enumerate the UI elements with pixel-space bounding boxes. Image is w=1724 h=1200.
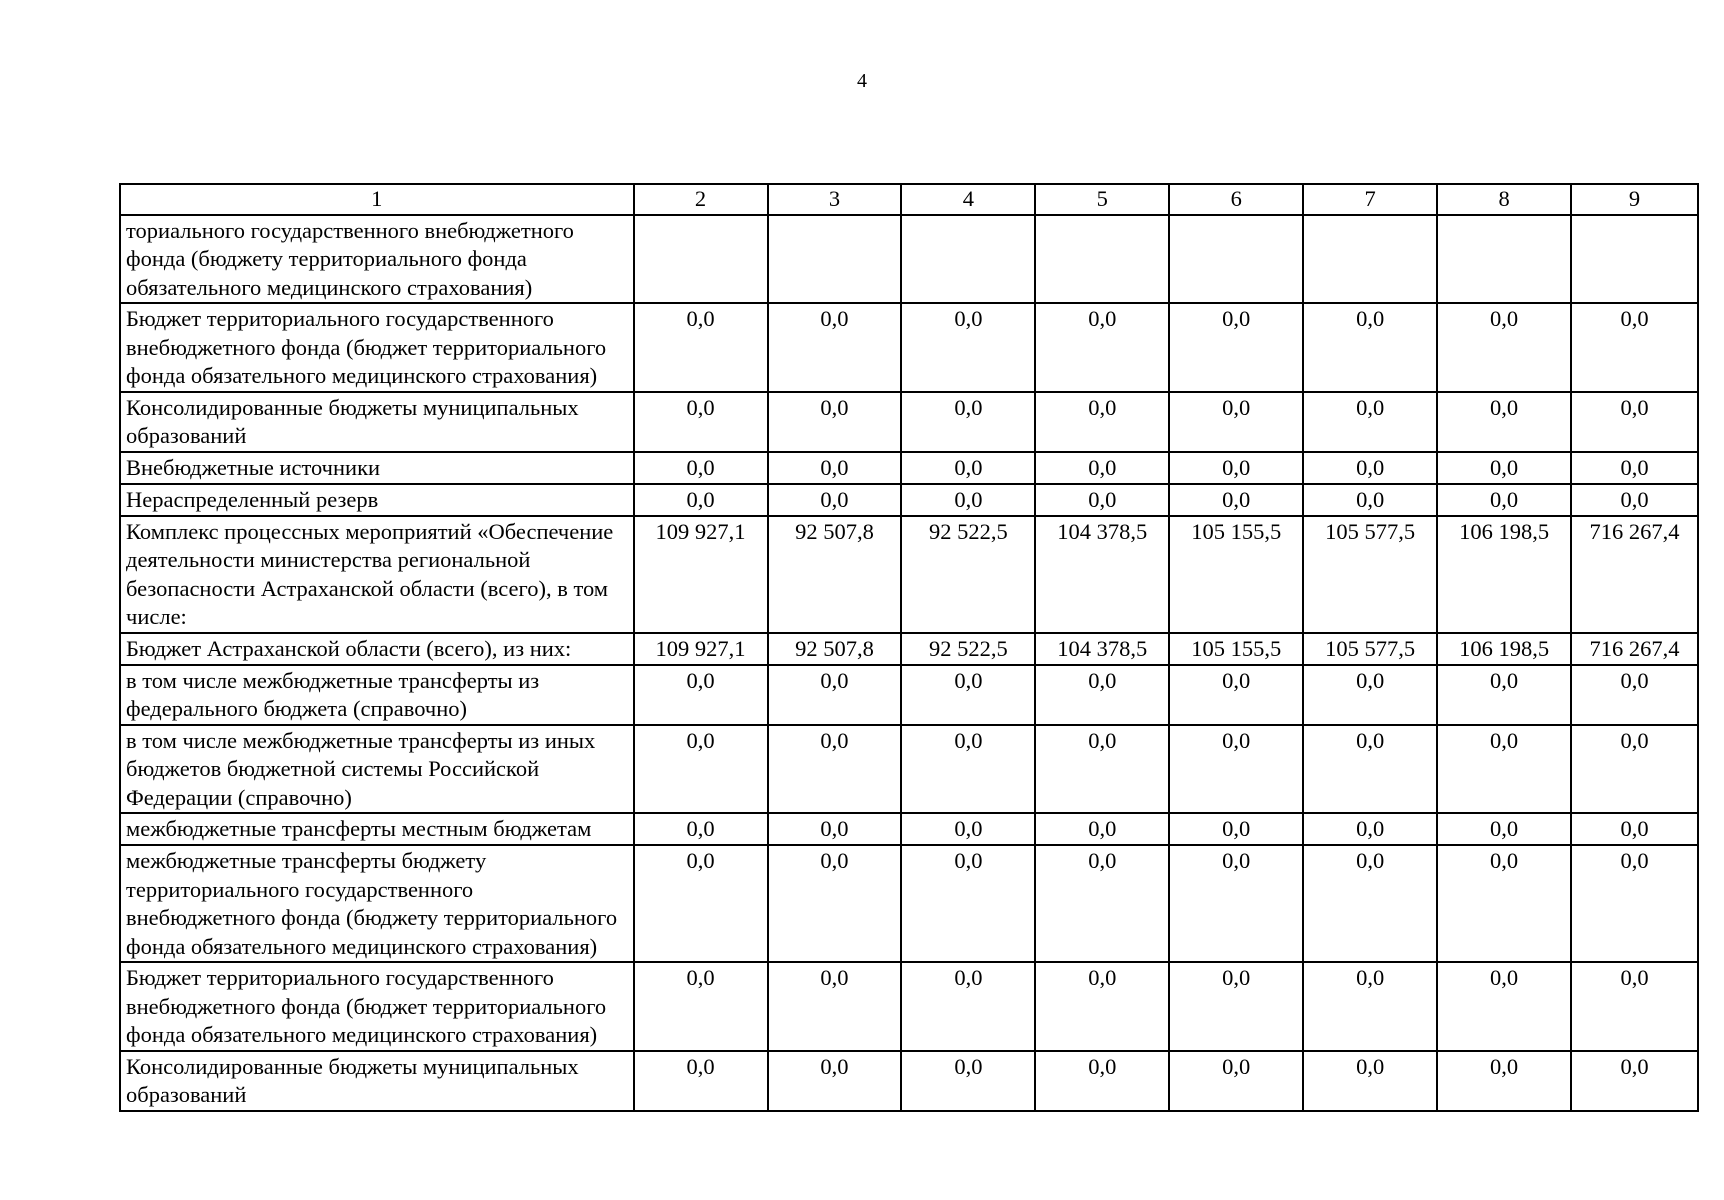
value-cell: 0,0 xyxy=(1303,452,1437,484)
value-cell: 0,0 xyxy=(1303,665,1437,725)
value-cell: 105 577,5 xyxy=(1303,633,1437,665)
value-cell: 0,0 xyxy=(901,452,1035,484)
column-header: 5 xyxy=(1035,184,1169,215)
value-cell: 0,0 xyxy=(1571,665,1698,725)
value-cell: 0,0 xyxy=(1437,1051,1571,1111)
row-label: межбюджетные трансферты местным бюджетам xyxy=(120,813,634,845)
value-cell xyxy=(1571,215,1698,304)
value-cell: 0,0 xyxy=(901,484,1035,516)
value-cell: 0,0 xyxy=(1303,813,1437,845)
value-cell: 0,0 xyxy=(1035,725,1169,814)
value-cell: 0,0 xyxy=(768,665,902,725)
value-cell: 0,0 xyxy=(1437,303,1571,392)
value-cell xyxy=(768,215,902,304)
row-label: в том числе межбюджетные трансферты из иных бюджетов бюджетной системы Российской Федерации (справочно) xyxy=(120,725,634,814)
value-cell: 0,0 xyxy=(1571,1051,1698,1111)
value-cell: 0,0 xyxy=(634,845,768,962)
value-cell: 0,0 xyxy=(1035,845,1169,962)
table-row xyxy=(120,665,1698,725)
value-cell: 0,0 xyxy=(901,845,1035,962)
value-cell: 0,0 xyxy=(1437,665,1571,725)
value-cell: 0,0 xyxy=(1303,845,1437,962)
value-cell: 0,0 xyxy=(1571,303,1698,392)
value-cell: 0,0 xyxy=(768,303,902,392)
column-header: 8 xyxy=(1437,184,1571,215)
value-cell: 0,0 xyxy=(1437,725,1571,814)
table-row xyxy=(120,725,1698,814)
value-cell xyxy=(901,215,1035,304)
value-cell: 716 267,4 xyxy=(1571,633,1698,665)
value-cell: 0,0 xyxy=(1169,813,1303,845)
table-row xyxy=(120,392,1698,452)
value-cell: 0,0 xyxy=(1571,484,1698,516)
value-cell: 0,0 xyxy=(1571,452,1698,484)
value-cell: 0,0 xyxy=(1169,665,1303,725)
column-header: 1 xyxy=(120,184,634,215)
column-header: 9 xyxy=(1571,184,1698,215)
value-cell: 0,0 xyxy=(1303,725,1437,814)
value-cell xyxy=(1303,215,1437,304)
value-cell: 0,0 xyxy=(1437,845,1571,962)
value-cell: 0,0 xyxy=(1437,962,1571,1051)
row-label: Комплекс процессных мероприятий «Обеспечение деятельности министерства региональной безопасности Астраханской области (всего), в том числе: xyxy=(120,516,634,633)
page-number: 4 xyxy=(857,70,867,92)
value-cell: 0,0 xyxy=(901,962,1035,1051)
value-cell: 0,0 xyxy=(1169,392,1303,452)
column-header: 7 xyxy=(1303,184,1437,215)
value-cell xyxy=(1035,215,1169,304)
value-cell: 109 927,1 xyxy=(634,516,768,633)
value-cell: 0,0 xyxy=(1035,484,1169,516)
value-cell: 0,0 xyxy=(768,452,902,484)
value-cell: 0,0 xyxy=(1571,845,1698,962)
row-label: Консолидированные бюджеты муниципальных образований xyxy=(120,1051,634,1111)
row-label: Внебюджетные источники xyxy=(120,452,634,484)
table-row xyxy=(120,813,1698,845)
value-cell: 0,0 xyxy=(1303,962,1437,1051)
value-cell: 105 577,5 xyxy=(1303,516,1437,633)
value-cell: 0,0 xyxy=(1437,452,1571,484)
column-header: 3 xyxy=(768,184,902,215)
value-cell: 0,0 xyxy=(634,303,768,392)
value-cell: 0,0 xyxy=(768,484,902,516)
table-row xyxy=(120,845,1698,962)
budget-table xyxy=(119,183,1699,1112)
value-cell: 105 155,5 xyxy=(1169,633,1303,665)
value-cell: 104 378,5 xyxy=(1035,516,1169,633)
row-label: Бюджет территориального государственного внебюджетного фонда (бюджет территориального фонда обязательного медицинского страхования) xyxy=(120,962,634,1051)
value-cell: 0,0 xyxy=(1035,1051,1169,1111)
value-cell: 0,0 xyxy=(1035,813,1169,845)
value-cell: 0,0 xyxy=(634,813,768,845)
column-header: 6 xyxy=(1169,184,1303,215)
value-cell: 0,0 xyxy=(901,392,1035,452)
value-cell: 0,0 xyxy=(1303,1051,1437,1111)
value-cell: 0,0 xyxy=(634,1051,768,1111)
value-cell: 92 522,5 xyxy=(901,633,1035,665)
row-label: ториального государственного внебюджетного фонда (бюджету территориального фонда обязательного медицинского страхования) xyxy=(120,215,634,304)
value-cell: 0,0 xyxy=(634,392,768,452)
value-cell: 0,0 xyxy=(1169,1051,1303,1111)
value-cell: 0,0 xyxy=(768,392,902,452)
value-cell: 0,0 xyxy=(1169,452,1303,484)
value-cell: 104 378,5 xyxy=(1035,633,1169,665)
value-cell: 0,0 xyxy=(1571,962,1698,1051)
table-row xyxy=(120,633,1698,665)
row-label: Консолидированные бюджеты муниципальных образований xyxy=(120,392,634,452)
value-cell xyxy=(1437,215,1571,304)
value-cell: 0,0 xyxy=(1035,303,1169,392)
value-cell: 0,0 xyxy=(768,845,902,962)
value-cell: 0,0 xyxy=(634,452,768,484)
value-cell xyxy=(1169,215,1303,304)
value-cell: 0,0 xyxy=(1035,962,1169,1051)
value-cell: 106 198,5 xyxy=(1437,516,1571,633)
value-cell: 0,0 xyxy=(768,1051,902,1111)
table-row xyxy=(120,484,1698,516)
value-cell: 92 507,8 xyxy=(768,633,902,665)
value-cell: 106 198,5 xyxy=(1437,633,1571,665)
value-cell: 0,0 xyxy=(1437,484,1571,516)
value-cell: 0,0 xyxy=(1169,845,1303,962)
value-cell: 0,0 xyxy=(901,1051,1035,1111)
value-cell: 0,0 xyxy=(901,725,1035,814)
value-cell: 0,0 xyxy=(768,813,902,845)
value-cell: 109 927,1 xyxy=(634,633,768,665)
value-cell: 0,0 xyxy=(1035,665,1169,725)
table-row xyxy=(120,1051,1698,1111)
value-cell: 0,0 xyxy=(1169,303,1303,392)
value-cell: 0,0 xyxy=(1571,725,1698,814)
value-cell: 0,0 xyxy=(1303,392,1437,452)
value-cell: 0,0 xyxy=(901,303,1035,392)
value-cell: 0,0 xyxy=(1035,392,1169,452)
row-label: межбюджетные трансферты бюджету территориального государственного внебюджетного фонда (бюджету территориального фонда обязательного медицинского страхования) xyxy=(120,845,634,962)
value-cell: 716 267,4 xyxy=(1571,516,1698,633)
row-label: Бюджет территориального государственного внебюджетного фонда (бюджет территориального фонда обязательного медицинского страхования) xyxy=(120,303,634,392)
table-header-row xyxy=(120,184,1698,215)
table-row xyxy=(120,452,1698,484)
value-cell: 0,0 xyxy=(1035,452,1169,484)
column-header: 2 xyxy=(634,184,768,215)
value-cell: 0,0 xyxy=(1571,392,1698,452)
value-cell: 0,0 xyxy=(1303,484,1437,516)
value-cell: 0,0 xyxy=(901,813,1035,845)
value-cell: 0,0 xyxy=(1437,813,1571,845)
column-header: 4 xyxy=(901,184,1035,215)
row-label: Бюджет Астраханской области (всего), из них: xyxy=(120,633,634,665)
value-cell: 0,0 xyxy=(634,484,768,516)
row-label: Нераспределенный резерв xyxy=(120,484,634,516)
value-cell xyxy=(634,215,768,304)
value-cell: 0,0 xyxy=(1169,484,1303,516)
value-cell: 0,0 xyxy=(1169,962,1303,1051)
value-cell: 0,0 xyxy=(1437,392,1571,452)
table-row xyxy=(120,303,1698,392)
value-cell: 0,0 xyxy=(634,725,768,814)
row-label: в том числе межбюджетные трансферты из федерального бюджета (справочно) xyxy=(120,665,634,725)
value-cell: 0,0 xyxy=(768,725,902,814)
value-cell: 0,0 xyxy=(634,665,768,725)
value-cell: 0,0 xyxy=(634,962,768,1051)
table-row xyxy=(120,516,1698,633)
value-cell: 92 507,8 xyxy=(768,516,902,633)
value-cell: 0,0 xyxy=(1303,303,1437,392)
value-cell: 0,0 xyxy=(768,962,902,1051)
value-cell: 0,0 xyxy=(1571,813,1698,845)
value-cell: 105 155,5 xyxy=(1169,516,1303,633)
table-row xyxy=(120,962,1698,1051)
value-cell: 0,0 xyxy=(1169,725,1303,814)
table-row xyxy=(120,215,1698,304)
value-cell: 92 522,5 xyxy=(901,516,1035,633)
value-cell: 0,0 xyxy=(901,665,1035,725)
